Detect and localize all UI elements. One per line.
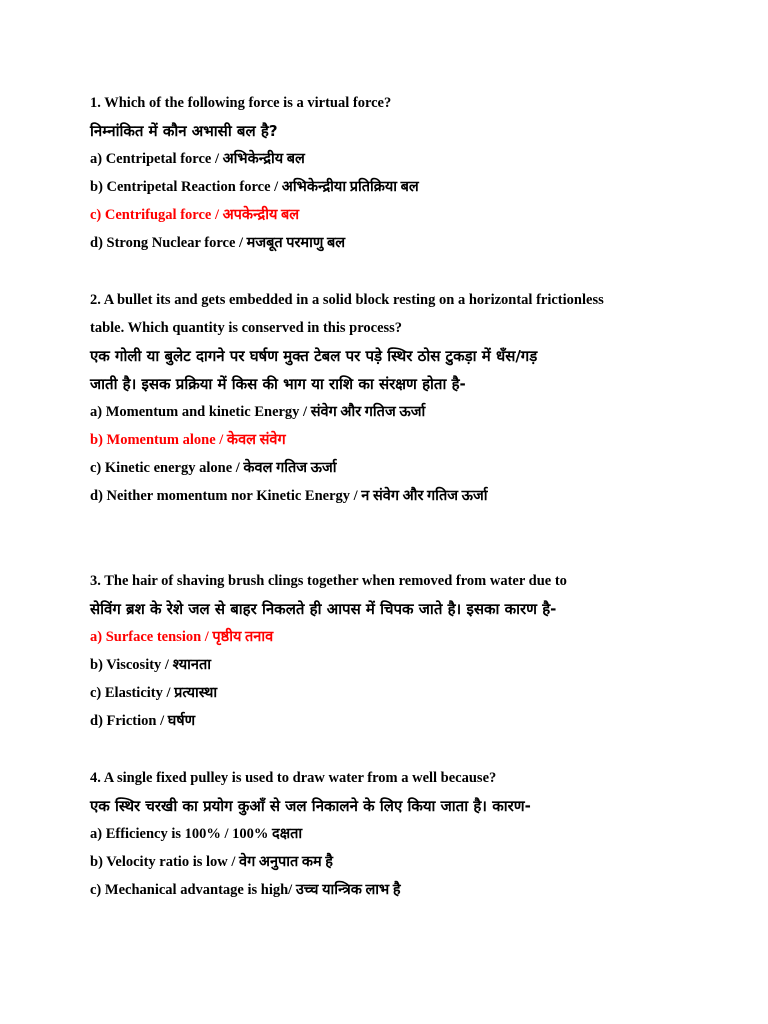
question-2-option-c: c) Kinetic energy alone / केवल गतिज ऊर्जा <box>90 460 337 476</box>
question-1-option-c-answer: c) Centrifugal force / अपकेन्द्रीय बल <box>90 207 300 223</box>
question-1-option-a: a) Centripetal force / अभिकेन्द्रीय बल <box>90 151 305 167</box>
question-3-option-d: d) Friction / घर्षण <box>90 713 196 729</box>
question-3-option-b: b) Viscosity / श्यानता <box>90 657 211 673</box>
question-3-option-c: c) Elasticity / प्रत्यास्था <box>90 685 218 701</box>
question-3-option-a-answer: a) Surface tension / पृष्ठीय तनाव <box>90 629 274 645</box>
question-2-hindi-line-1: एक गोली या बुलेट दागने पर घर्षण मुक्त टेबल पर पड़े स्थिर ठोस टुकड़ा में धँस/गड़ <box>90 347 538 365</box>
question-4-text: 4. A single fixed pulley is used to draw water from a well because? <box>90 770 497 786</box>
question-4-hindi: एक स्थिर चरखी का प्रयोग कुआँ से जल निकालने के लिए किया जाता है। कारण- <box>90 797 531 815</box>
question-4-option-c: c) Mechanical advantage is high/ उच्च यान्त्रिक लाभ है <box>90 882 401 898</box>
question-4-option-a: a) Efficiency is 100% / 100% दक्षता <box>90 826 303 842</box>
question-2-option-a: a) Momentum and kinetic Energy / संवेग और गतिज ऊर्जा <box>90 404 426 420</box>
question-4-option-b: b) Velocity ratio is low / वेग अनुपात कम है <box>90 854 334 870</box>
question-2-option-b-answer: b) Momentum alone / केवल संवेग <box>90 432 286 448</box>
question-1-option-b: b) Centripetal Reaction force / अभिकेन्द्रीया प्रतिक्रिया बल <box>90 179 419 195</box>
question-2-text-line-2: table. Which quantity is conserved in this process? <box>90 320 403 336</box>
question-2-text-line-1: 2. A bullet its and gets embedded in a solid block resting on a horizontal frictionless <box>90 292 604 308</box>
question-2-hindi-line-2: जाती है। इसक प्रक्रिया में किस की भाग या राशि का संरक्षण होता है- <box>90 375 466 393</box>
question-1-hindi: निम्नांकित में कौन अभासी बल है? <box>90 122 278 140</box>
question-1-text: 1. Which of the following force is a virtual force? <box>90 95 392 111</box>
question-2-option-d: d) Neither momentum nor Kinetic Energy / न संवेग और गतिज ऊर्जा <box>90 488 488 504</box>
question-3-hindi: सेविंग ब्रश के रेशे जल से बाहर निकलते ही आपस में चिपक जाते है। इसका कारण है- <box>90 600 557 618</box>
question-3-text: 3. The hair of shaving brush clings together when removed from water due to <box>90 573 567 589</box>
question-1-option-d: d) Strong Nuclear force / मजबूत परमाणु बल <box>90 235 346 251</box>
